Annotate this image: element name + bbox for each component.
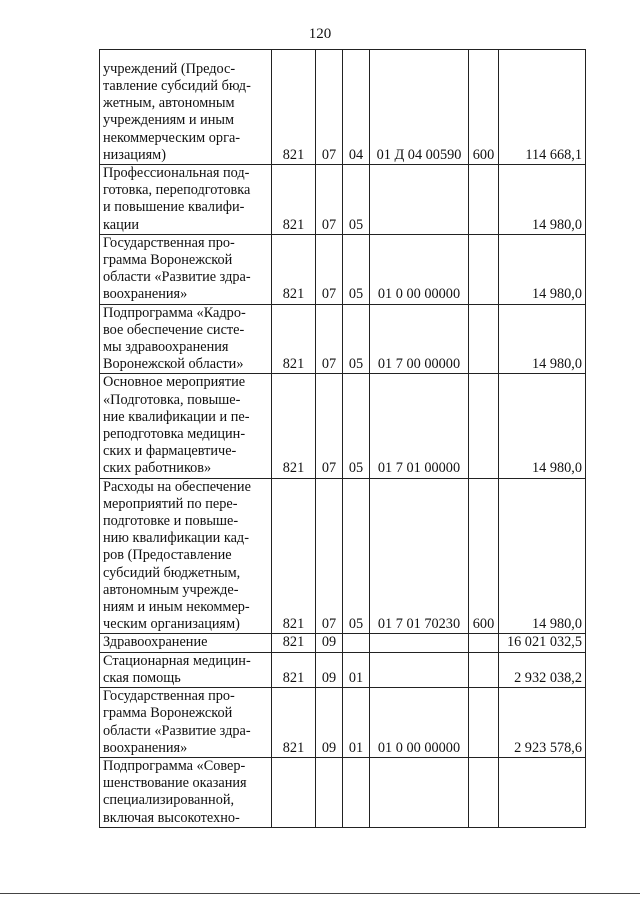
row-ministry-code-cell: 821 — [272, 478, 316, 634]
row-section-code-cell: 07 — [316, 50, 343, 165]
row-target-article-cell — [370, 652, 469, 687]
row-target-article-cell: 01 Д 04 00590 — [370, 50, 469, 165]
row-name-cell — [100, 234, 272, 304]
row-expense-type-cell — [469, 165, 499, 235]
row-subsection-code-cell: 05 — [343, 234, 370, 304]
row-ministry-code-cell: 821 — [272, 304, 316, 374]
table-row — [100, 634, 586, 652]
row-amount-cell: 2 923 578,6 — [499, 688, 586, 758]
row-subsection-code-cell — [343, 757, 370, 827]
row-name: Государственная про- грамма Воронежской области «Развитие здра- воохранения» — [103, 688, 251, 756]
row-subsection-code-cell: 01 — [343, 652, 370, 687]
row-ministry-code-cell: 821 — [272, 374, 316, 478]
row-ministry-code-cell: 821 — [272, 652, 316, 687]
row-target-article-cell: 01 7 01 00000 — [370, 374, 469, 478]
row-name-cell — [100, 478, 272, 634]
row-section-code-cell: 07 — [316, 304, 343, 374]
table-row — [100, 374, 586, 478]
row-name: Профессиональная под- готовка, переподготовка и повышение квалифи- кации — [103, 165, 251, 233]
table-row — [100, 688, 586, 758]
row-ministry-code-cell: 821 — [272, 165, 316, 235]
row-target-article-cell — [370, 634, 469, 652]
row-section-code-cell — [316, 757, 343, 827]
row-subsection-code-cell: 05 — [343, 304, 370, 374]
budget-table-body — [100, 50, 586, 828]
row-name-cell — [100, 304, 272, 374]
row-name: Стационарная медицин- ская помощь — [103, 652, 251, 686]
row-name-cell — [100, 374, 272, 478]
row-name-cell — [100, 688, 272, 758]
row-name-cell — [100, 652, 272, 687]
table-row — [100, 234, 586, 304]
row-subsection-code-cell — [343, 634, 370, 652]
row-name-cell — [100, 165, 272, 235]
row-name: учреждений (Предос- тавление субсидий бюд- жетным, автономным учреждениям и иным некоммерческим орга- низациям) — [103, 60, 251, 163]
row-ministry-code-cell — [272, 757, 316, 827]
row-subsection-code-cell: 05 — [343, 165, 370, 235]
page-bottom-rule — [0, 893, 640, 894]
row-name: Подпрограмма «Совер- шенствование оказания специализированной, включая высокотехно- — [103, 757, 247, 826]
row-target-article-cell: 01 0 00 00000 — [370, 234, 469, 304]
row-target-article-cell: 01 7 01 70230 — [370, 478, 469, 634]
row-expense-type-cell — [469, 374, 499, 478]
row-amount-cell: 114 668,1 — [499, 50, 586, 165]
row-expense-type-cell — [469, 688, 499, 758]
table-row — [100, 757, 586, 827]
row-target-article-cell — [370, 165, 469, 235]
row-amount-cell: 14 980,0 — [499, 374, 586, 478]
row-ministry-code-cell: 821 — [272, 234, 316, 304]
row-target-article-cell: 01 0 00 00000 — [370, 688, 469, 758]
row-expense-type-cell — [469, 652, 499, 687]
row-name: Государственная про- грамма Воронежской области «Развитие здра- воохранения» — [103, 234, 251, 303]
row-subsection-code-cell: 01 — [343, 688, 370, 758]
table-row — [100, 165, 586, 235]
row-section-code-cell: 07 — [316, 234, 343, 304]
row-subsection-code-cell: 04 — [343, 50, 370, 165]
row-name: Основное мероприятие «Подготовка, повыше- ние квалификации и пе- реподготовка медицин- ских и фармацевтиче- ских работников» — [103, 374, 250, 477]
row-section-code-cell: 07 — [316, 374, 343, 478]
row-subsection-code-cell: 05 — [343, 478, 370, 634]
row-name-cell — [100, 50, 272, 165]
row-amount-cell: 14 980,0 — [499, 478, 586, 634]
row-name: Расходы на обеспечение мероприятий по пере- подготовке и повыше- нию квалификации кад- ров (Предоставление субсидий бюджетным, автономным учрежде- ниям и иным некоммер- ческим организациям) — [103, 478, 251, 633]
row-expense-type-cell — [469, 757, 499, 827]
page-number: 120 — [308, 26, 332, 42]
row-expense-type-cell: 600 — [469, 478, 499, 634]
row-amount-cell: 16 021 032,5 — [499, 634, 586, 652]
row-target-article-cell — [370, 757, 469, 827]
row-expense-type-cell — [469, 634, 499, 652]
row-expense-type-cell — [469, 234, 499, 304]
table-row — [100, 50, 586, 165]
budget-table — [99, 49, 586, 828]
row-section-code-cell: 07 — [316, 478, 343, 634]
row-name-cell — [100, 757, 272, 827]
row-name: Здравоохранение — [103, 634, 208, 651]
row-amount-cell — [499, 757, 586, 827]
row-target-article-cell: 01 7 00 00000 — [370, 304, 469, 374]
row-ministry-code-cell: 821 — [272, 688, 316, 758]
row-name: Подпрограмма «Кадро- вое обеспечение систе- мы здравоохранения Воронежской области» — [103, 304, 246, 373]
row-amount-cell: 14 980,0 — [499, 165, 586, 235]
row-section-code-cell: 07 — [316, 165, 343, 235]
row-expense-type-cell: 600 — [469, 50, 499, 165]
row-section-code-cell: 09 — [316, 688, 343, 758]
row-amount-cell: 2 932 038,2 — [499, 652, 586, 687]
row-amount-cell: 14 980,0 — [499, 234, 586, 304]
row-section-code-cell: 09 — [316, 652, 343, 687]
table-row — [100, 652, 586, 687]
row-ministry-code-cell: 821 — [272, 634, 316, 652]
row-subsection-code-cell: 05 — [343, 374, 370, 478]
row-amount-cell: 14 980,0 — [499, 304, 586, 374]
row-section-code-cell: 09 — [316, 634, 343, 652]
row-ministry-code-cell: 821 — [272, 50, 316, 165]
row-name-cell — [100, 634, 272, 652]
table-row — [100, 304, 586, 374]
table-row — [100, 478, 586, 634]
row-expense-type-cell — [469, 304, 499, 374]
